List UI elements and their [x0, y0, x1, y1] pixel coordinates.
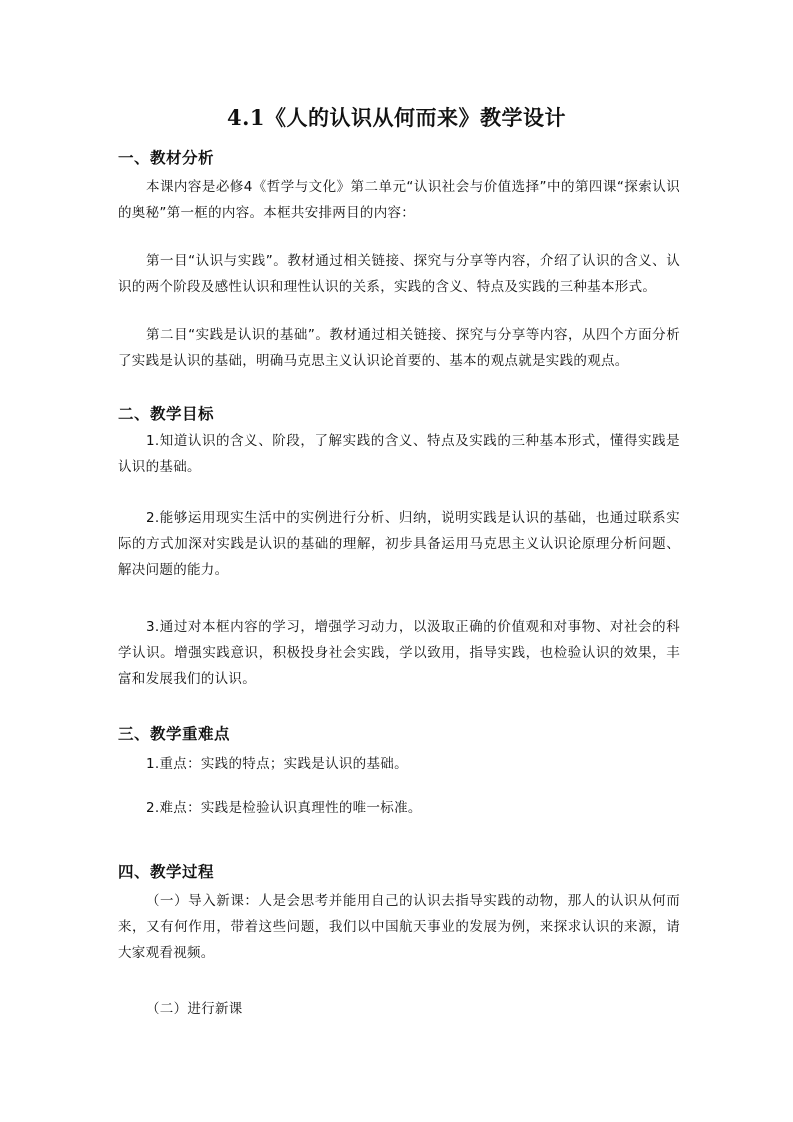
paragraph: 1.重点：实践的特点；实践是认识的基础。	[146, 756, 408, 772]
paragraph: （二）进行新课	[146, 1001, 243, 1017]
paragraph: 2.能够运用现实生活中的实例进行分析、归纳，说明实践是认识的基础，也通过联系实际的方式加深对实践是认识的基础的理解，初步具备运用马克思主义认识论原理分析问题、解决问题的能力。	[118, 510, 680, 578]
section-heading-teaching-process: 四、教学过程	[118, 863, 215, 881]
section-heading-key-difficult-points: 三、教学重难点	[118, 725, 231, 743]
paragraph: 3.通过对本框内容的学习，增强学习动力，以汲取正确的价值观和对事物、对社会的科学认识。增强实践意识，积极投身社会实践，学以致用，指导实践，也检验认识的效果，丰富和发展我们的认识。	[118, 619, 680, 687]
paragraph: 第一目“认识与实践”。教材通过相关链接、探究与分享等内容，介绍了认识的含义、认识的两个阶段及感性认识和理性认识的关系，实践的含义、特点及实践的三种基本形式。	[118, 253, 680, 295]
paragraph: 第二目“实践是认识的基础”。教材通过相关链接、探究与分享等内容，从四个方面分析了实践是认识的基础，明确马克思主义认识论首要的、基本的观点就是实践的观点。	[118, 327, 680, 369]
paragraph: 2.难点：实践是检验认识真理性的唯一标准。	[146, 800, 422, 816]
section-heading-textbook-analysis: 一、教材分析	[118, 149, 215, 167]
paragraph: 1.知道认识的含义、阶段，了解实践的含义、特点及实践的三种基本形式，懂得实践是认识的基础。	[118, 433, 680, 475]
section-heading-teaching-goals: 二、教学目标	[118, 405, 215, 423]
document-title: 4.1《人的认识从何而来》教学设计	[226, 105, 567, 130]
paragraph: 本课内容是必修4《哲学与文化》第二单元“认识社会与价值选择”中的第四课“探索认识的奥秘”第一框的内容。本框共安排两目的内容：	[118, 179, 680, 221]
paragraph: （一）导入新课：人是会思考并能用自己的认识去指导实践的动物，那人的认识从何而来，又有何作用，带着这些问题，我们以中国航天事业的发展为例，来探求认识的来源，请大家观看视频。	[118, 893, 680, 961]
